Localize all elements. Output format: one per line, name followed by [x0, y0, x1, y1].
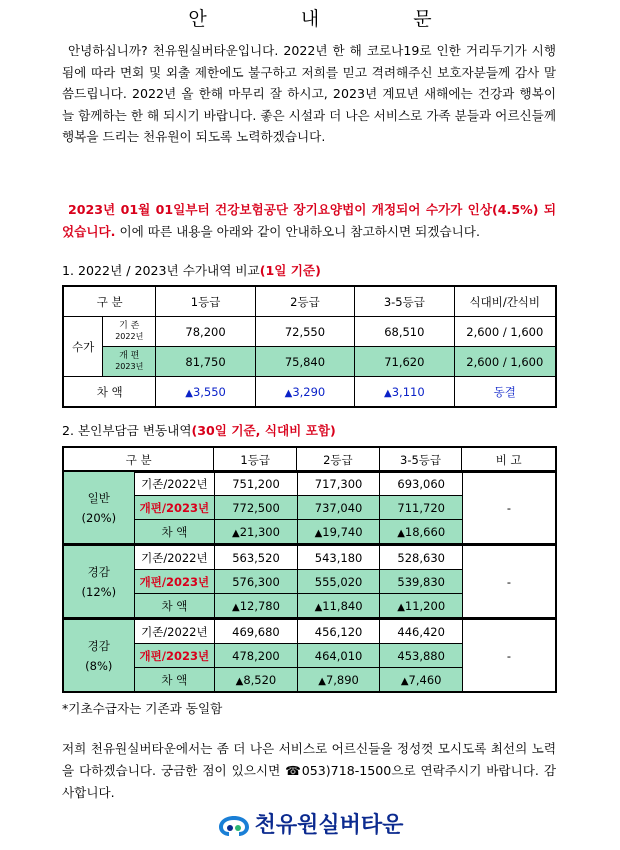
group-label: 경감 (8%): [63, 619, 134, 692]
row-label: 기존/2022년: [134, 545, 215, 570]
value-cell: 478,200: [215, 644, 298, 668]
value-cell: 71,620: [355, 347, 454, 377]
triangle-up-icon: ▲: [185, 387, 193, 399]
header-cell: 2등급: [297, 447, 380, 472]
copay-group-table: [62, 618, 557, 693]
triangle-up-icon: ▲: [400, 675, 409, 687]
triangle-up-icon: ▲: [397, 601, 405, 613]
value-cell: 75,840: [255, 347, 354, 377]
value-cell: 78,200: [156, 317, 255, 347]
diff-cell: ▲19,740: [297, 520, 380, 545]
value-cell: 711,720: [380, 496, 463, 520]
value-cell: 543,180: [297, 545, 380, 570]
logo-icon: [217, 814, 251, 838]
diff-label: 차 액: [134, 594, 215, 619]
header-cell: 2등급: [255, 286, 354, 317]
header-cell: 1등급: [214, 447, 297, 472]
triangle-up-icon: ▲: [235, 675, 244, 687]
triangle-up-icon: ▲: [384, 387, 392, 399]
table-row: [63, 317, 556, 347]
table-header-row: [63, 286, 556, 317]
triangle-up-icon: ▲: [232, 527, 240, 539]
row-label: 개편/2023년: [134, 496, 215, 520]
logo: [0, 808, 620, 839]
section2-heading: 2. 본인부담금 변동내역(30일 기준, 식대비 포함): [62, 423, 336, 438]
diff-cell: ▲21,300: [215, 520, 298, 545]
copay-group-table: [62, 544, 557, 619]
value-cell: 717,300: [297, 471, 380, 496]
diff-note: 동결: [454, 377, 556, 408]
header-cell: 1등급: [156, 286, 255, 317]
diff-cell: ▲3,110: [355, 377, 454, 408]
group-label: 경감 (12%): [63, 545, 134, 618]
triangle-up-icon: ▲: [284, 387, 293, 399]
triangle-up-icon: ▲: [232, 601, 240, 613]
notice-rest: 이에 따른 내용을 아래와 같이 안내하오니 참고하시면 되겠습니다.: [115, 223, 480, 239]
value-cell: 2,600 / 1,600: [454, 317, 556, 347]
copay-header-table: [62, 446, 557, 473]
diff-cell: ▲12,780: [215, 594, 298, 619]
header-cell: 3-5등급: [355, 286, 454, 317]
section1-heading: 1. 2022년 / 2023년 수가내역 비교(1일 기준): [62, 263, 321, 278]
value-cell: 576,300: [215, 570, 298, 594]
value-cell: 456,120: [297, 619, 380, 644]
header-cell: 구 분: [63, 447, 214, 472]
diff-cell: ▲8,520: [215, 668, 298, 693]
page-title: 안 내 문: [188, 8, 476, 30]
triangle-up-icon: ▲: [397, 527, 405, 539]
row-label: 개 편 2023년: [103, 347, 156, 377]
row-label: 기 존 2022년: [103, 317, 156, 347]
group-label: 수가: [63, 317, 103, 377]
note-cell: -: [462, 619, 556, 692]
diff-label: 차 액: [134, 668, 215, 693]
notice-highlight: 2023년 01월 01일부터 건강보험공단 장기요양법이 개정되어 수가가 인상(4.5%) 되었습니다.: [62, 202, 556, 239]
value-cell: 737,040: [297, 496, 380, 520]
value-cell: 464,010: [297, 644, 380, 668]
value-cell: 469,680: [215, 619, 298, 644]
header-cell: 식대비/간식비: [454, 286, 556, 317]
diff-cell: ▲3,290: [255, 377, 354, 408]
value-cell: 528,630: [380, 545, 463, 570]
table-row: [63, 619, 556, 644]
diff-cell: ▲7,460: [380, 668, 463, 693]
intro-paragraph: 안녕하십니까? 천유원실버타운입니다. 2022년 한 해 코로나19로 인한 거리두기가 시행됨에 따라 면회 및 외출 제한에도 불구하고 저희를 믿고 격려해주신 보호자분들께 감사 말씀드립니다. 2022년 올 한해 마무리 잘 하시고, 2023년 계묘년 새해에는 건강과 행복이 늘 함께하는 한 해 되시기 바랍니다. 좋은 시설과 더 나은 서비스로 가족 분들과 어르신들께 행복을 드리는 천유원이 되도록 노력하겠습니다.: [62, 43, 557, 144]
header-cell: 구 분: [63, 286, 156, 317]
diff-label: 차 액: [63, 377, 156, 408]
group-label: 일반 (20%): [63, 471, 134, 544]
table-header-row: [63, 447, 556, 472]
diff-cell: ▲7,890: [297, 668, 380, 693]
value-cell: 693,060: [380, 471, 463, 496]
table-row: [63, 545, 556, 570]
value-cell: 2,600 / 1,600: [454, 347, 556, 377]
table-row: [63, 347, 556, 377]
diff-cell: ▲11,840: [297, 594, 380, 619]
footnote: *기초수급자는 기존과 동일함: [62, 701, 223, 716]
header-cell: 비 고: [462, 447, 556, 472]
triangle-up-icon: ▲: [314, 601, 323, 613]
header-cell: 3-5등급: [379, 447, 462, 472]
value-cell: 563,520: [215, 545, 298, 570]
value-cell: 751,200: [215, 471, 298, 496]
table-row: [63, 471, 556, 496]
row-label: 개편/2023년: [134, 644, 215, 668]
value-cell: 72,550: [255, 317, 354, 347]
value-cell: 81,750: [156, 347, 255, 377]
triangle-up-icon: ▲: [318, 675, 326, 687]
diff-cell: ▲3,550: [156, 377, 255, 408]
closing-paragraph: 저희 천유원실버타운에서는 좀 더 나은 서비스로 어르신들을 정성껏 모시도록 최선의 노력을 다하겠습니다. 궁금한 점이 있으시면 ☎053)718-1500으로 연락주시기 바랍니다. 감사합니다.: [62, 741, 556, 800]
row-label: 기존/2022년: [134, 619, 215, 644]
notice-paragraph: [62, 199, 556, 242]
note-cell: -: [462, 545, 556, 618]
value-cell: 68,510: [355, 317, 454, 347]
triangle-up-icon: ▲: [314, 527, 323, 539]
value-cell: 453,880: [380, 644, 463, 668]
value-cell: 555,020: [297, 570, 380, 594]
diff-cell: ▲11,200: [380, 594, 463, 619]
value-cell: 539,830: [380, 570, 463, 594]
fee-comparison-table: [62, 285, 557, 408]
value-cell: 446,420: [380, 619, 463, 644]
row-label: 기존/2022년: [134, 471, 215, 496]
diff-label: 차 액: [134, 520, 215, 545]
copay-group-table: [62, 470, 557, 545]
row-label: 개편/2023년: [134, 570, 215, 594]
table-row: [63, 377, 556, 408]
diff-cell: ▲18,660: [380, 520, 463, 545]
note-cell: -: [462, 471, 556, 544]
logo-text: 천유원실버타운: [254, 813, 404, 838]
value-cell: 772,500: [215, 496, 298, 520]
